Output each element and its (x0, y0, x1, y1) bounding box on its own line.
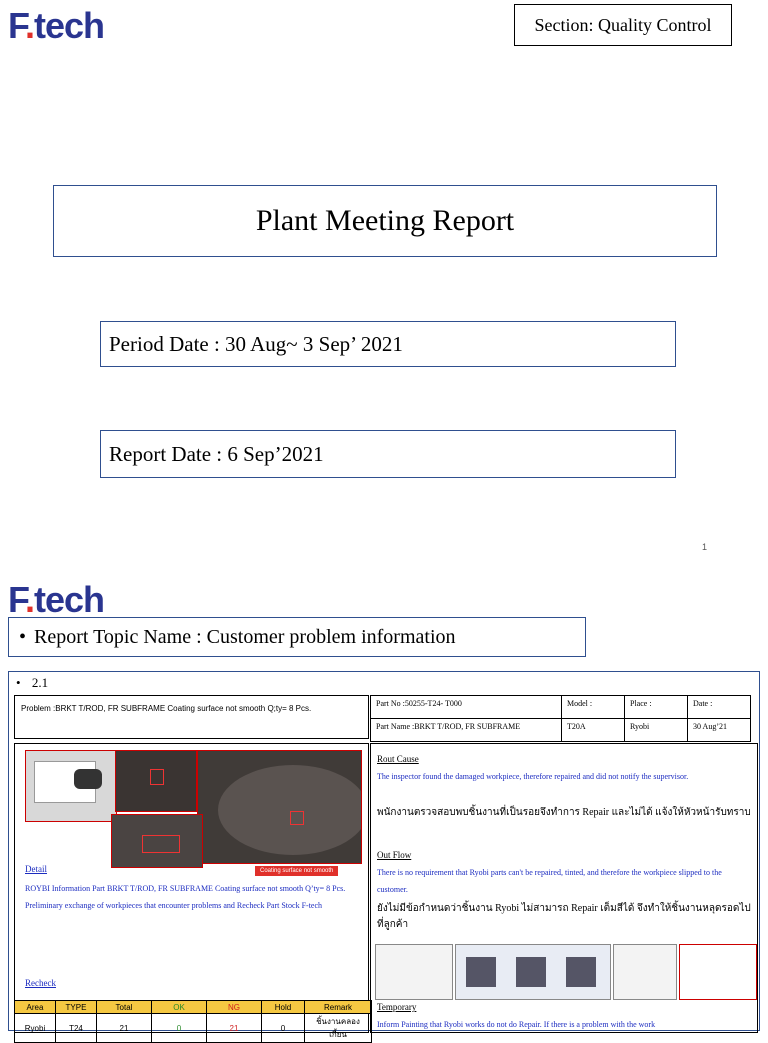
ftech-logo: F.tech (8, 5, 105, 46)
place-value: Ryobi (625, 719, 688, 742)
section-label: Section: Quality Control (514, 4, 732, 46)
model-label: Model : (562, 696, 625, 719)
outflow-text: There is no requirement that Ryobi parts can't be repaired, tinted, and therefore the workpiece slipped to the customer. (377, 868, 722, 894)
process-photo-4 (679, 944, 757, 1000)
defect-closeup-photo (111, 814, 203, 868)
part-header-table (370, 695, 751, 742)
ftech-logo-slide2: F.tech (8, 579, 105, 620)
date-value: 30 Aug’21 (688, 719, 751, 742)
item-number: • 2.1 (16, 675, 49, 690)
report-date: Report Date : 6 Sep’2021 (100, 430, 676, 478)
report-topic-text: Report Topic Name : Customer problem information (34, 625, 456, 648)
process-photo-3 (613, 944, 677, 1000)
bullet-icon: • (16, 675, 21, 690)
outflow-heading: Out Flow (377, 850, 412, 860)
period-date: Period Date : 30 Aug~ 3 Sep’ 2021 (100, 321, 676, 367)
detail-heading: Detail (25, 864, 47, 874)
model-value: T20A (562, 719, 625, 742)
bullet-icon: • (19, 625, 27, 648)
part-name: Part Name :BRKT T/ROD, FR SUBFRAME (371, 719, 562, 742)
defect-callout: Coating surface not smooth (255, 866, 338, 876)
outflow-thai: ยังไม่มีข้อกำหนดว่าชิ้นงาน Ryobi ไม่สามารถ Repair เต็มสีได้ จึงทำให้ชิ้นงานหลุดรอดไปที่ลูกค้า (377, 903, 751, 930)
problem-statement: Problem :BRKT T/ROD, FR SUBFRAME Coating surface not smooth Q;ty= 8 Pcs. (14, 695, 369, 739)
report-title: Plant Meeting Report (53, 185, 717, 257)
page-number: 1 (702, 542, 708, 552)
part-main-photo (197, 750, 362, 864)
detail-text: ROYBI Information Part BRKT T/ROD, FR SUBFRAME Coating surface not smooth Q’ty= 8 Pcs. Preliminary exchange of workpieces that encounter problems and Recheck Part Stock F-tech (25, 884, 346, 910)
recheck-heading: Recheck (25, 978, 56, 988)
temporary-heading: Temporary (377, 1002, 417, 1012)
root-cause-thai: พนักงานตรวจสอบพบชิ้นงานที่เป็นรอยจึงทำการ Repair และไม่ได้ แจ้งให้หัวหน้ารับทราบ (377, 807, 751, 818)
process-photo-2 (455, 944, 611, 1000)
part-label-photo (25, 750, 117, 822)
part-no: Part No :50255-T24- T000 (371, 696, 562, 719)
part-closeup-photo (115, 750, 197, 812)
temporary-text: Inform Painting that Ryobi works do not do Repair. If there is a problem with the work (377, 1020, 656, 1029)
detail-panel (14, 743, 369, 1033)
date-label: Date : (688, 696, 751, 719)
root-cause-heading: Rout Cause (377, 754, 419, 764)
process-photo-1 (375, 944, 453, 1000)
place-label: Place : (625, 696, 688, 719)
report-topic (8, 617, 586, 657)
analysis-panel (370, 743, 758, 1033)
recheck-table: Area TYPE Total OK NG Hold Remark Ryobi T24 21 0 21 0 ชิ้นงานคลองเกี้ยน (14, 1000, 372, 1043)
root-cause-text: The inspector found the damaged workpiece, therefore repaired and did not notify the supervisor. (377, 772, 689, 781)
